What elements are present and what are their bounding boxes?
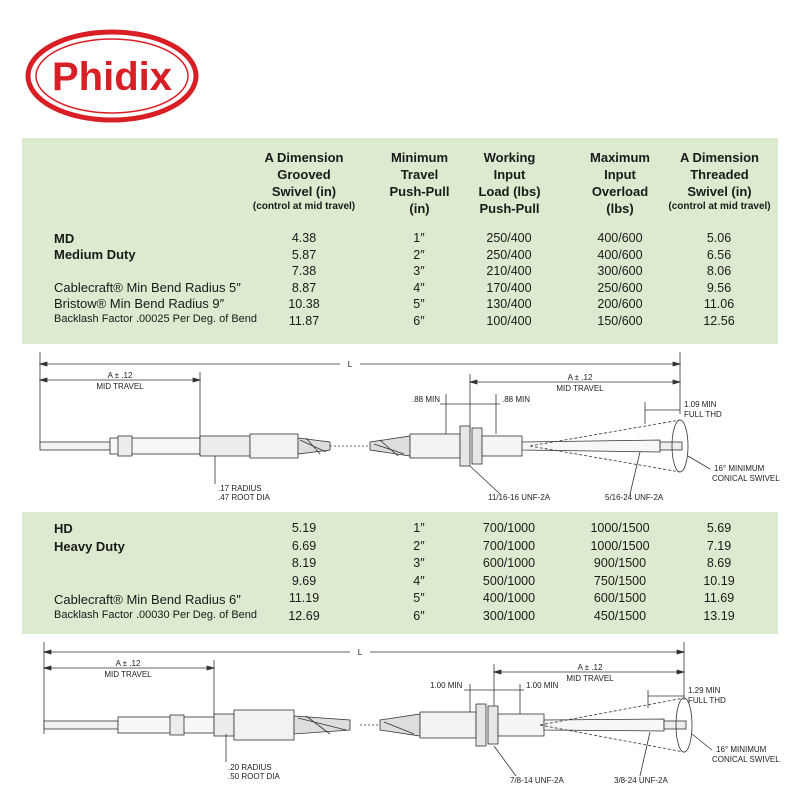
column-header-working-load: Working Input Load (lbs) Push-Pull — [478, 150, 541, 216]
hd-cell: 12.69 — [288, 609, 320, 623]
md-cell: 400/600 — [597, 247, 643, 262]
hd-cell: 7.19 — [706, 538, 732, 553]
dim-overall: L — [347, 360, 353, 369]
md-cell: 8.06 — [706, 264, 732, 279]
hd-cell: 10.19 — [703, 573, 735, 588]
dim-swivel-hd: CONICAL SWIVEL — [712, 755, 780, 764]
md-cell: 400/600 — [597, 231, 643, 245]
md-cell: 200/600 — [597, 297, 643, 312]
row-label-backlash-hd: Backlash Factor .00030 Per Deg. of Bend — [54, 609, 258, 621]
md-cell: 130/400 — [486, 297, 532, 312]
md-cell: 12.56 — [703, 314, 735, 328]
column-header-grooved: A Dimension Grooved Swivel (in) (control at mid travel) — [252, 150, 356, 212]
hd-cell: 13.19 — [703, 609, 735, 623]
md-cell: 5″ — [413, 297, 425, 312]
md-cable-drawing — [0, 344, 800, 512]
md-cell: 2″ — [413, 247, 425, 262]
md-cell: 1″ — [413, 231, 425, 245]
phidix-logo — [24, 28, 200, 124]
md-cell: 11.06 — [703, 297, 735, 312]
dim-thd-min-hd: 1.29 MIN — [688, 686, 721, 695]
hd-cell: 11.19 — [288, 591, 320, 606]
md-cell: 250/400 — [486, 231, 532, 245]
dim-a-left-hd: A ± .12 — [115, 659, 141, 668]
md-cell: 6″ — [413, 314, 425, 328]
hd-cell: 700/1000 — [482, 538, 536, 553]
dim-min-right-hd: 1.00 MIN — [526, 681, 559, 690]
hd-cell: 5.19 — [291, 521, 317, 535]
md-cell: 4″ — [413, 280, 425, 295]
md-cell: 210/400 — [486, 264, 532, 279]
dim-thd-min: 1.09 MIN — [684, 400, 717, 409]
hd-cable-drawing — [0, 634, 800, 800]
dim-thread-big: 11/16-16 UNF-2A — [488, 493, 551, 502]
hd-cell: 1000/1500 — [590, 538, 650, 553]
dim-mid-left: MID TRAVEL — [96, 382, 144, 391]
hd-cell: 900/1500 — [593, 556, 647, 571]
row-label-medium-duty: Medium Duty — [54, 247, 136, 262]
hd-cell: 1000/1500 — [590, 521, 650, 535]
hd-cell: 500/1000 — [482, 573, 536, 588]
dim-swivel-deg-hd: 16° MINIMUM — [716, 745, 767, 754]
hd-cell: 3″ — [413, 556, 425, 571]
hd-cell: 6″ — [413, 609, 425, 623]
md-cell: 10.38 — [288, 297, 320, 312]
dim-thread-big-hd: 7/8-14 UNF-2A — [510, 776, 564, 785]
hd-cell: 5″ — [413, 591, 425, 606]
dim-swivel-deg: 16° MINIMUM — [714, 464, 765, 473]
md-cell: 7.38 — [291, 264, 317, 279]
md-spec-table — [22, 138, 778, 344]
row-label-cablecraft-hd: Cablecraft® Min Bend Radius 6″ — [54, 592, 241, 607]
dim-radius-hd: .20 RADIUS — [228, 763, 272, 772]
dim-min-right: .88 MIN — [502, 395, 531, 404]
md-cell: 6.56 — [706, 247, 732, 262]
hd-cell: 5.69 — [706, 521, 732, 535]
dim-thread-small-hd: 3/8-24 UNF-2A — [614, 776, 668, 785]
hd-cell: 8.19 — [291, 556, 317, 571]
md-cell: 300/600 — [597, 264, 643, 279]
md-cell: 9.56 — [706, 280, 732, 295]
md-cell: 11.87 — [288, 314, 320, 328]
dim-min-left-hd: 1.00 MIN — [430, 681, 463, 690]
column-header-threaded: A Dimension Threaded Swivel (in) (control at mid travel) — [668, 150, 771, 212]
row-label-md: MD — [54, 231, 75, 246]
dim-mid-right: MID TRAVEL — [556, 384, 604, 393]
dim-min-left: .88 MIN — [412, 395, 441, 404]
hd-cell: 6.69 — [291, 538, 317, 553]
md-cell: 250/600 — [597, 280, 643, 295]
md-cell: 8.87 — [291, 280, 317, 295]
md-cell: 250/400 — [486, 247, 532, 262]
hd-cell: 300/1000 — [482, 609, 536, 623]
brand-name: Phidix — [51, 55, 173, 99]
dim-radius: .17 RADIUS — [218, 484, 262, 493]
column-header-travel: Minimum Travel Push-Pull (in) — [389, 150, 450, 216]
dim-root-dia-hd: .50 ROOT DIA — [228, 772, 280, 781]
row-label-bristow: Bristow® Min Bend Radius 9″ — [54, 296, 225, 311]
dim-a-right: A ± .12 — [567, 373, 593, 382]
md-cell: 5.87 — [291, 247, 317, 262]
hd-cell: 8.69 — [706, 556, 732, 571]
hd-cell: 9.69 — [291, 573, 317, 588]
hd-cell: 600/1500 — [593, 591, 647, 606]
dim-swivel: CONICAL SWIVEL — [712, 474, 780, 483]
dim-root-dia: .47 ROOT DIA — [218, 493, 270, 502]
hd-cell: 600/1000 — [482, 556, 536, 571]
row-label-hd: HD — [54, 521, 73, 536]
column-header-overload: Maximum Input Overload (lbs) — [590, 150, 650, 216]
dim-mid-left-hd: MID TRAVEL — [104, 670, 152, 679]
hd-cell: 700/1000 — [482, 521, 536, 535]
hd-spec-table — [22, 512, 778, 634]
md-cell: 150/600 — [597, 314, 643, 328]
hd-cell: 11.69 — [703, 591, 735, 606]
dim-full-thd-hd: FULL THD — [688, 696, 726, 705]
hd-cell: 450/1500 — [593, 609, 647, 623]
dim-a-left: A ± .12 — [107, 371, 133, 380]
dim-a-right-hd: A ± .12 — [577, 663, 603, 672]
md-cell: 4.38 — [291, 231, 317, 245]
md-cell: 5.06 — [706, 231, 732, 245]
dim-mid-right-hd: MID TRAVEL — [566, 674, 614, 683]
hd-cell: 400/1000 — [482, 591, 536, 606]
hd-cell: 2″ — [413, 538, 425, 553]
dim-full-thd: FULL THD — [684, 410, 722, 419]
dim-thread-small: 5/16-24 UNF-2A — [605, 493, 664, 502]
row-label-heavy-duty: Heavy Duty — [54, 539, 125, 554]
hd-cell: 4″ — [413, 573, 425, 588]
hd-cell: 1″ — [413, 521, 425, 535]
row-label-cablecraft: Cablecraft® Min Bend Radius 5″ — [54, 280, 241, 295]
md-cell: 100/400 — [486, 314, 532, 328]
dim-overall-hd: L — [357, 648, 363, 657]
md-cell: 3″ — [413, 264, 425, 279]
row-label-backlash: Backlash Factor .00025 Per Deg. of Bend — [54, 313, 258, 325]
hd-cell: 750/1500 — [593, 573, 647, 588]
md-cell: 170/400 — [486, 280, 532, 295]
